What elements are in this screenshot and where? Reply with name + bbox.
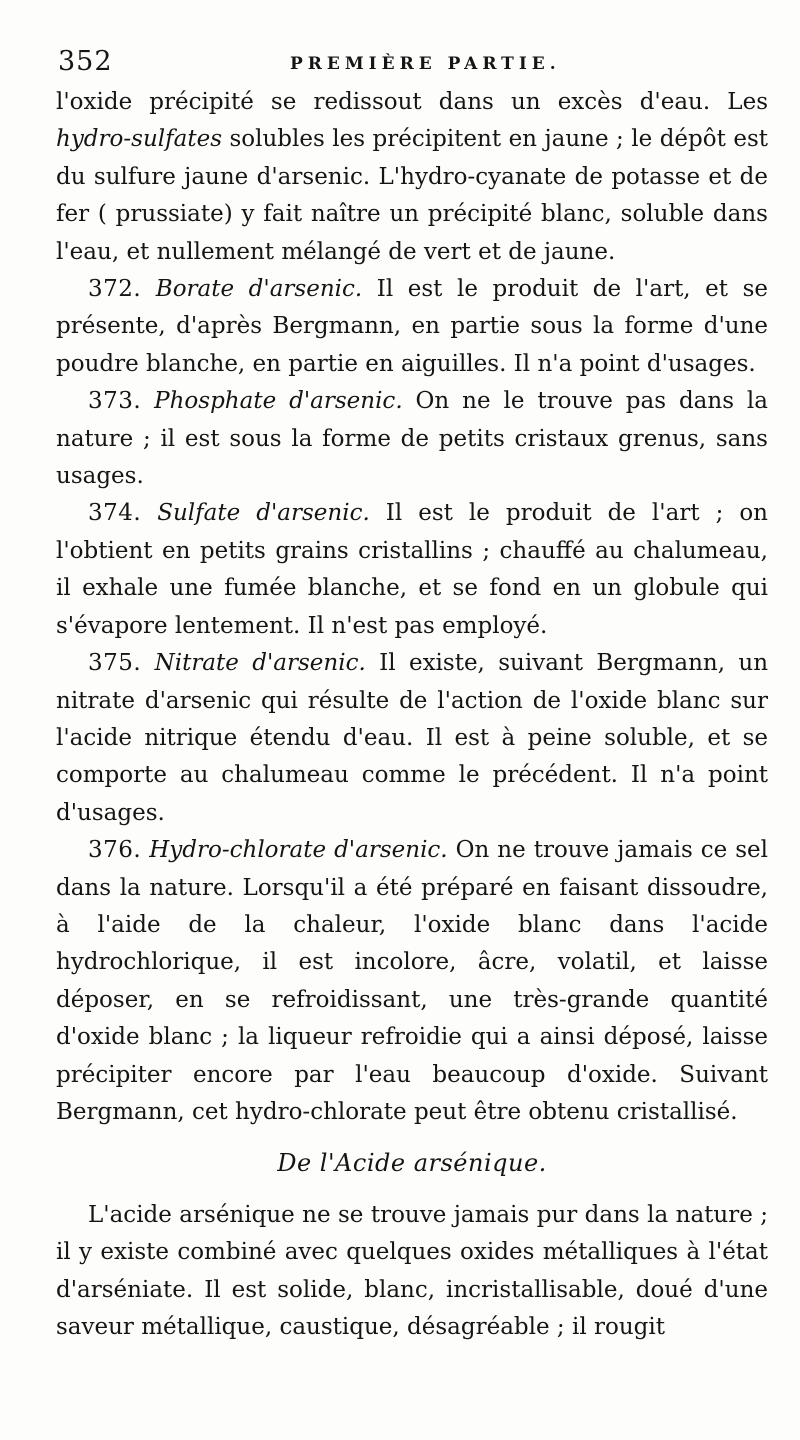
page-header (58, 44, 770, 84)
paragraph-374 (56, 495, 768, 645)
paragraph-title: Sulfate d'arsenic. (157, 500, 370, 527)
paragraph-title: Nitrate d'arsenic. (154, 650, 366, 677)
paragraph-title: Hydro-chlorate d'arsenic. (149, 837, 448, 864)
paragraph-text: l'oxide précipité se redissout dans un excès d'eau. Les (56, 89, 768, 115)
paragraph-continuation (56, 84, 768, 271)
paragraph-372 (56, 271, 768, 383)
paragraph-text: On ne trouve jamais ce sel dans la nature. Lorsqu'il a été préparé en faisant dissoudre, à l'aide de la chaleur, l'oxide blanc dans l'acide hydrochlorique, il est incolore, âcre, volatil, et laisse déposer, en se refroidissant, une très-grande quantité d'oxide blanc ; la liqueur refroidie qui a ainsi déposé, laisse précipiter encore par l'eau beaucoup d'oxide. Suivant Bergmann, cet hydro-chlorate peut être obtenu cristallisé. (56, 837, 769, 1125)
paragraph-text: Il existe, suivant Bergmann, un nitrate d'arsenic qui résulte de l'action de l'oxide blanc sur l'acide nitrique étendu d'eau. Il est à peine soluble, et se comporte au chalumeau comme le précédent. Il n'a point d'usages. (56, 650, 769, 826)
paragraph-term: hydro-sulfates (56, 126, 222, 153)
paragraph-376 (56, 832, 768, 1131)
section-heading: De l'Acide arsénique. (277, 1149, 547, 1178)
paragraph-title: Phosphate d'arsenic. (154, 388, 403, 415)
paragraph-number: 376. (88, 837, 142, 864)
paragraph-text: On ne le trouve pas dans la nature ; il est sous la forme de petits cristaux grenus, sans usages. (56, 388, 768, 490)
paragraph-373 (56, 383, 768, 495)
paragraph-number: 372. (88, 276, 142, 303)
paragraph-number: 373. (88, 388, 142, 415)
paragraph-text: solubles les précipitent en jaune ; le dépôt est du sulfure jaune d'arsenic. L'hydro-cyanate de potasse et de fer ( prussiate) y fait naître un précipité blanc, soluble dans l'eau, et nullement mélangé de vert et de jaune. (56, 126, 768, 265)
running-head: PREMIÈRE PARTIE. (290, 54, 561, 74)
body-text (56, 84, 768, 1346)
paragraph-number: 375. (88, 650, 142, 677)
paragraph-number: 374. (88, 500, 142, 527)
page-number: 352 (58, 46, 113, 77)
paragraph-375 (56, 645, 768, 832)
paragraph-title: Borate d'arsenic. (155, 276, 363, 303)
paragraph-acide-arsenique: L'acide arsénique ne se trouve jamais pur dans la nature ; il y existe combiné avec quelques oxides métalliques à l'état d'arséniate. Il est solide, blanc, incristallisable, doué d'une saveur métallique, caustique, désagréable ; il rougit (56, 1201, 768, 1340)
paragraph-text: Il est le produit de l'art ; on l'obtient en petits grains cristallins ; chauffé au chalumeau, il exhale une fumée blanche, et se fond en un globule qui s'évapore lentement. Il n'est pas employé. (56, 500, 768, 639)
paragraph-text: Il est le produit de l'art, et se présente, d'après Bergmann, en partie sous la forme d'une poudre blanche, en partie en aiguilles. Il n'a point d'usages. (56, 276, 769, 377)
